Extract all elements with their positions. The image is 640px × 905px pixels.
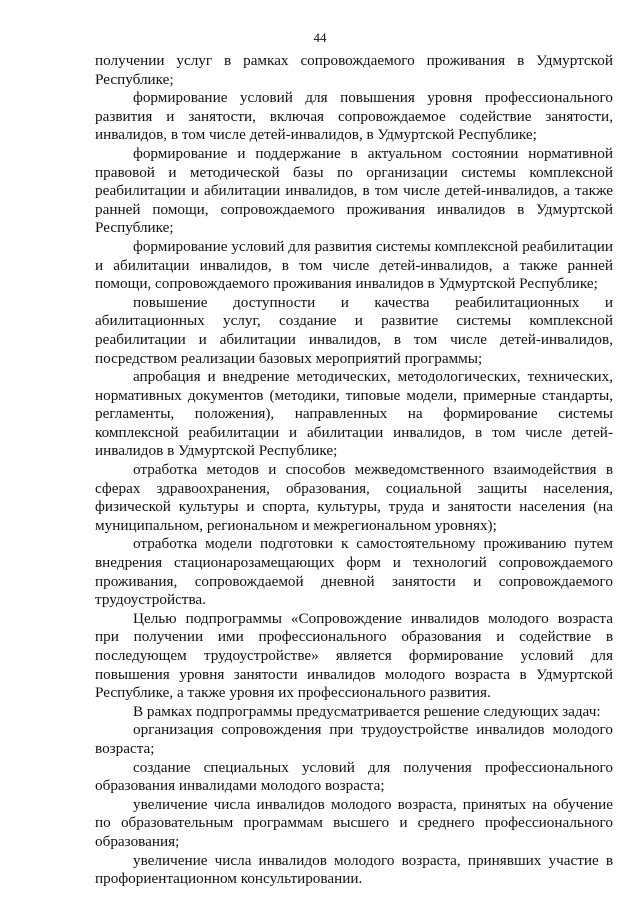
paragraph-12: создание специальных условий для получения профессионального образования инвалидами молодого возраста; xyxy=(95,758,613,795)
paragraph-4: формирование условий для развития системы комплексной реабилитации и абилитации инвалидов, в том числе детей-инвалидов, а также ранней помощи, сопровождаемого проживания инвалидов в Удмуртской Республике; xyxy=(95,237,613,293)
paragraph-6: апробация и внедрение методических, методологических, технических, нормативных документов (методики, типовые модели, примерные стандарты, регламенты, положения), направленных на формирование системы комплексной реабилитации и абилитации инвалидов, в том числе детей-инвалидов в Удмуртской Республике; xyxy=(95,368,613,460)
page-number: 44 xyxy=(313,30,327,45)
paragraph-1: получении услуг в рамках сопровождаемого проживания в Удмуртской Республике; xyxy=(95,52,613,88)
paragraph-9: Целью подпрограммы «Сопровождение инвалидов молодого возраста при получении ими профессионального образования и содействие в последующем трудоустройстве» является формирование условий для повышения уровня занятости инвалидов молодого возраста в Удмуртской Республике, а также уровня их профессионального развития. xyxy=(95,609,613,702)
paragraph-8: отработка модели подготовки к самостоятельному проживанию путем внедрения стационарозамещающих форм и технологий сопровождаемого проживания, сопровождаемой дневной занятости и сопровождаемого трудоустройства. xyxy=(95,535,613,609)
paragraph-5: повышение доступности и качества реабилитационных и абилитационных услуг, создание и развитие системы комплексной реабилитации и абилитации инвалидов, в том числе детей-инвалидов, посредством реализации базовых мероприятий программы; xyxy=(95,293,613,367)
paragraph-13: увеличение числа инвалидов молодого возраста, принятых на обучение по образовательным программам высшего и среднего профессионального образования; xyxy=(95,795,613,850)
paragraph-2: формирование условий для повышения уровня профессионального развития и занятости, включая сопровождаемое содействие занятости, инвалидов, в том числе детей-инвалидов, в Удмуртской Республике; xyxy=(95,89,613,144)
body-text xyxy=(95,52,613,889)
paragraph-7: отработка методов и способов межведомственного взаимодействия в сферах здравоохранения, образования, социальной защиты населения, физической культуры и спорта, культуры, труда и занятости населения (на муниципальном, региональном и межрегиональном уровнях); xyxy=(95,461,613,534)
paragraph-10: В рамках подпрограммы предусматривается решение следующих задач: xyxy=(133,702,601,720)
paragraph-14: увеличение числа инвалидов молодого возраста, принявших участие в профориентационном консультировании. xyxy=(95,851,613,888)
paragraph-3: формирование и поддержание в актуальном состоянии нормативной правовой и методической базы по организации системы комплексной реабилитации и абилитации инвалидов, в том числе детей-инвалидов, а также ранней помощи, сопровождаемого проживания инвалидов в Удмуртской Республике; xyxy=(95,144,613,237)
paragraph-11: организация сопровождения при трудоустройстве инвалидов молодого возраста; xyxy=(95,721,613,757)
